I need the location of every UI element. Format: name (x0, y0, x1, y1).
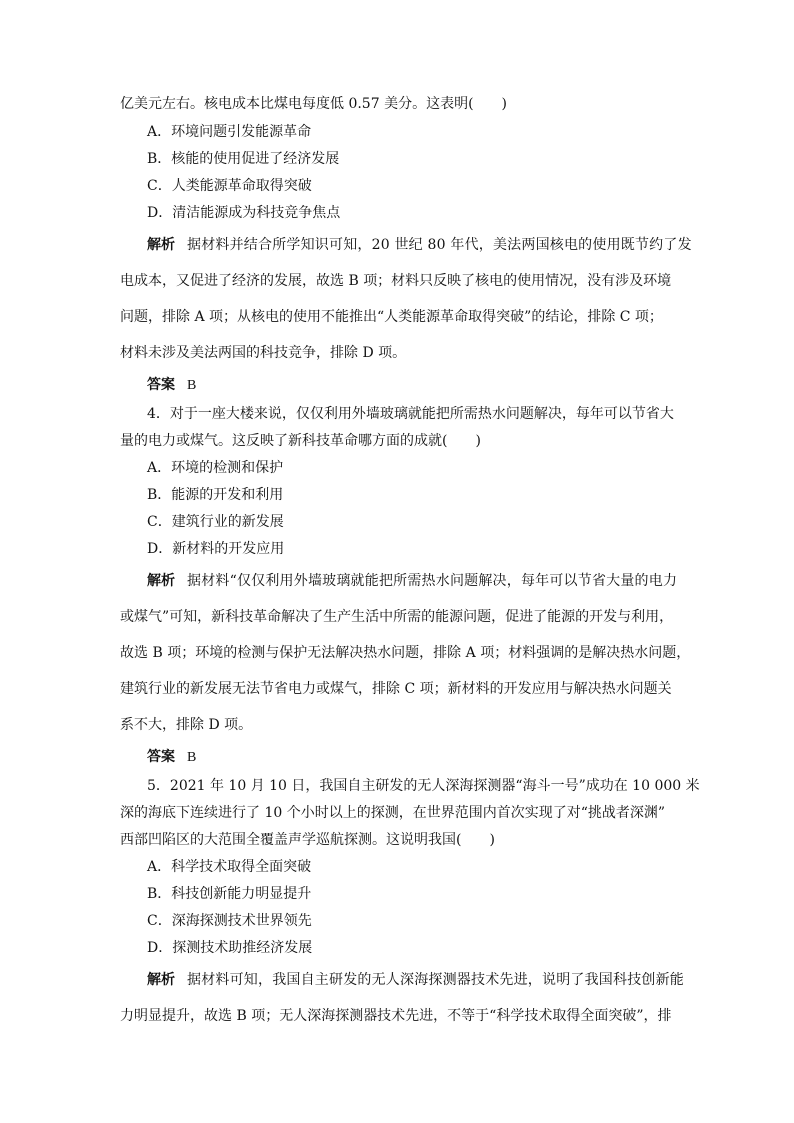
q5-analysis-line-2: 力明显提升，故选 B 项；无人深海探测器技术先进，不等于“科学技术取得全面突破”，排 (120, 1008, 672, 1024)
q3-option-a: A．环境问题引发能源革命 (147, 124, 312, 140)
q5-option-d: D．探测技术助推经济发展 (147, 940, 313, 956)
q3-stem-tail: 亿美元左右。核电成本比煤电每度低 0.57 美分。这表明( ) (120, 96, 507, 112)
q3-answer-label: 答案 (147, 377, 175, 393)
q5-analysis-text-1: 据材料可知，我国自主研发的无人深海探测器技术先进，说明了我国科技创新能 (187, 972, 684, 988)
q4-option-a: A．环境的检测和保护 (147, 460, 284, 476)
q3-analysis-label: 解析 (147, 237, 175, 253)
q4-option-b: B．能源的开发和利用 (147, 487, 284, 503)
q4-analysis-label: 解析 (147, 573, 175, 589)
q4-stem-line-2: 量的电力或煤气。这反映了新科技革命哪方面的成就( ) (120, 433, 481, 449)
q3-analysis-text-1: 据材料并结合所学知识可知，20 世纪 80 年代，美法两国核电的使用既节约了发 (187, 237, 692, 253)
q5-option-a: A．科学技术取得全面突破 (147, 859, 312, 875)
q3-analysis-line-2: 电成本，又促进了经济的发展，故选 B 项；材料只反映了核电的使用情况，没有涉及环境 (120, 273, 672, 289)
q4-stem-line-1: 4．对于一座大楼来说，仅仅利用外墙玻璃就能把所需热水问题解决，每年可以节省大 (147, 406, 674, 422)
q4-analysis-line-4: 建筑行业的新发展无法节省电力或煤气，排除 C 项；新材料的开发应用与解决热水问题关 (120, 681, 672, 697)
q5-stem-line-3: 西部凹陷区的大范围全覆盖声学巡航探测。这说明我国( ) (120, 832, 495, 848)
q3-analysis-line-3: 问题，排除 A 项；从核电的使用不能推出“人类能源革命取得突破”的结论，排除 C 项； (120, 309, 663, 325)
q4-analysis-line-2: 或煤气”可知，新科技革命解决了生产生活中所需的能源问题，促进了能源的开发与利用， (120, 609, 674, 625)
q3-analysis-line-1 (147, 235, 692, 255)
q4-analysis-text-1: 据材料“仅仅利用外墙玻璃就能把所需热水问题解决，每年可以节省大量的电力 (187, 573, 678, 589)
q3-analysis-line-4: 材料未涉及美法两国的科技竞争，排除 D 项。 (120, 345, 407, 361)
q4-answer-label: 答案 (147, 749, 175, 765)
q4-analysis-line-5: 系不大，排除 D 项。 (120, 717, 253, 733)
q3-answer-value: B (187, 378, 197, 393)
q5-option-b: B．科技创新能力明显提升 (147, 886, 312, 902)
q4-option-d: D．新材料的开发应用 (147, 541, 285, 557)
q3-option-c: C．人类能源革命取得突破 (147, 178, 312, 194)
q4-analysis-line-3: 故选 B 项；环境的检测与保护无法解决热水问题，排除 A 项；材料强调的是解决热水问题， (120, 645, 691, 661)
q5-analysis-line-1 (147, 970, 684, 990)
q5-stem-line-1: 5．2021 年 10 月 10 日，我国自主研发的无人深海探测器“海斗一号”成功在 10 000 米 (147, 778, 700, 794)
q5-analysis-label: 解析 (147, 972, 175, 988)
q5-stem-line-2: 深的海底下连续进行了 10 个小时以上的探测，在世界范围内首次实现了对“挑战者深渊” (120, 805, 666, 821)
q4-analysis-line-1 (147, 571, 677, 591)
q5-option-c: C．深海探测技术世界领先 (147, 913, 312, 929)
q4-answer (147, 747, 196, 768)
q3-option-d: D．清洁能源成为科技竞争焦点 (147, 205, 341, 221)
q3-option-b: B．核能的使用促进了经济发展 (147, 151, 340, 167)
q4-option-c: C．建筑行业的新发展 (147, 514, 284, 530)
q3-answer (147, 375, 196, 396)
q4-answer-value: B (187, 750, 197, 765)
